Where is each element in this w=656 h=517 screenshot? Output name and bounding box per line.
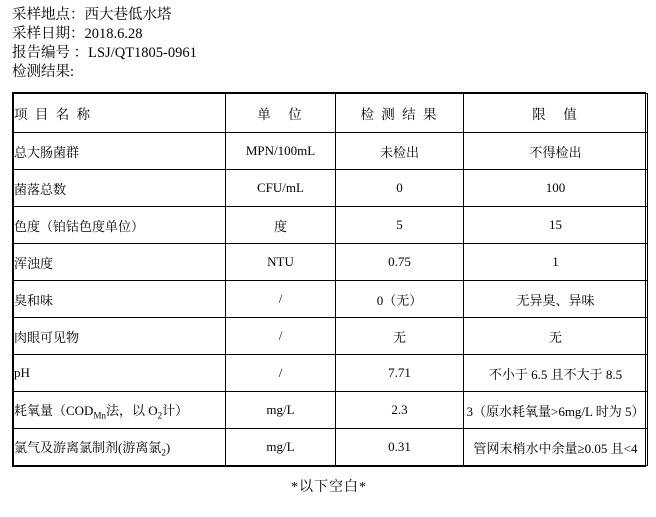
column-header-name: 项 目 名 称 — [14, 94, 226, 133]
table-row — [14, 170, 648, 207]
row-limit: 不得检出 — [464, 133, 648, 170]
row-name — [14, 392, 226, 429]
row-name-post: ) — [165, 439, 171, 455]
table-row — [14, 355, 648, 392]
row-unit: / — [226, 281, 336, 318]
row-result: 7.71 — [336, 355, 464, 392]
row-name-pre: 氯气及游离氯制剂(游离氯 — [14, 439, 162, 455]
table-row — [14, 392, 648, 429]
results-label: 检测结果: — [12, 64, 75, 80]
row-limit: 无异臭、异味 — [464, 281, 648, 318]
row-result: 2.3 — [336, 392, 464, 429]
row-name-mid: 法，以 O — [105, 402, 158, 418]
row-limit: 15 — [464, 207, 648, 244]
row-unit: CFU/mL — [226, 170, 336, 207]
row-name: 肉眼可见物 — [14, 318, 226, 355]
sampling-location: 采样地点：西大巷低水塔 — [12, 7, 172, 23]
results-table — [13, 93, 648, 466]
row-name: 色度（铂钴色度单位） — [14, 207, 226, 244]
row-unit: MPN/100mL — [226, 133, 336, 170]
row-name: pH — [14, 355, 226, 392]
row-name-post: 计） — [162, 402, 189, 418]
row-name: 臭和味 — [14, 281, 226, 318]
report-number: 报告编号 ：LSJ/QT1805-0961 — [12, 45, 197, 61]
row-unit: 度 — [226, 207, 336, 244]
row-result: 0.31 — [336, 429, 464, 466]
row-limit: 100 — [464, 170, 648, 207]
row-name-pre: 耗氧量（COD — [14, 402, 94, 418]
table-row — [14, 244, 648, 281]
column-header-result: 检 测 结 果 — [336, 94, 464, 133]
report-header — [12, 6, 646, 82]
row-name: 总大肠菌群 — [14, 133, 226, 170]
table-row — [14, 429, 648, 466]
row-limit: 管网末梢水中余量≥0.05 且<4 — [464, 429, 648, 466]
row-result: 0 — [336, 170, 464, 207]
column-header-limit: 限 值 — [464, 94, 648, 133]
row-name-subscript-two: 2 — [157, 410, 163, 421]
blank-below-note: *以下空白* — [291, 480, 367, 495]
row-name: 浑浊度 — [14, 244, 226, 281]
table-row — [14, 281, 648, 318]
row-name: 菌落总数 — [14, 170, 226, 207]
row-unit: / — [226, 318, 336, 355]
sampling-date: 采样日期：2018.6.28 — [12, 26, 143, 42]
row-result: 5 — [336, 207, 464, 244]
row-unit: NTU — [226, 244, 336, 281]
table-row — [14, 318, 648, 355]
column-header-unit: 单 位 — [226, 94, 336, 133]
table-row — [14, 207, 648, 244]
table-row — [14, 133, 648, 170]
row-unit: mg/L — [226, 429, 336, 466]
row-result: 0（无） — [336, 281, 464, 318]
row-result: 0.75 — [336, 244, 464, 281]
row-limit: 无 — [464, 318, 648, 355]
row-name-subscript-two: 2 — [161, 447, 166, 458]
row-unit: mg/L — [226, 392, 336, 429]
row-unit: / — [226, 355, 336, 392]
results-table-wrapper — [12, 92, 646, 467]
row-result: 无 — [336, 318, 464, 355]
row-limit: 不小于 6.5 且不大于 8.5 — [464, 355, 648, 392]
row-result: 未检出 — [336, 133, 464, 170]
row-name — [14, 429, 226, 466]
row-limit: 1 — [464, 244, 648, 281]
table-header-row — [14, 94, 648, 133]
row-limit: 3（原水耗氧量>6mg/L 时为 5） — [464, 392, 648, 429]
row-name-subscript-mn: Mn — [93, 410, 106, 421]
